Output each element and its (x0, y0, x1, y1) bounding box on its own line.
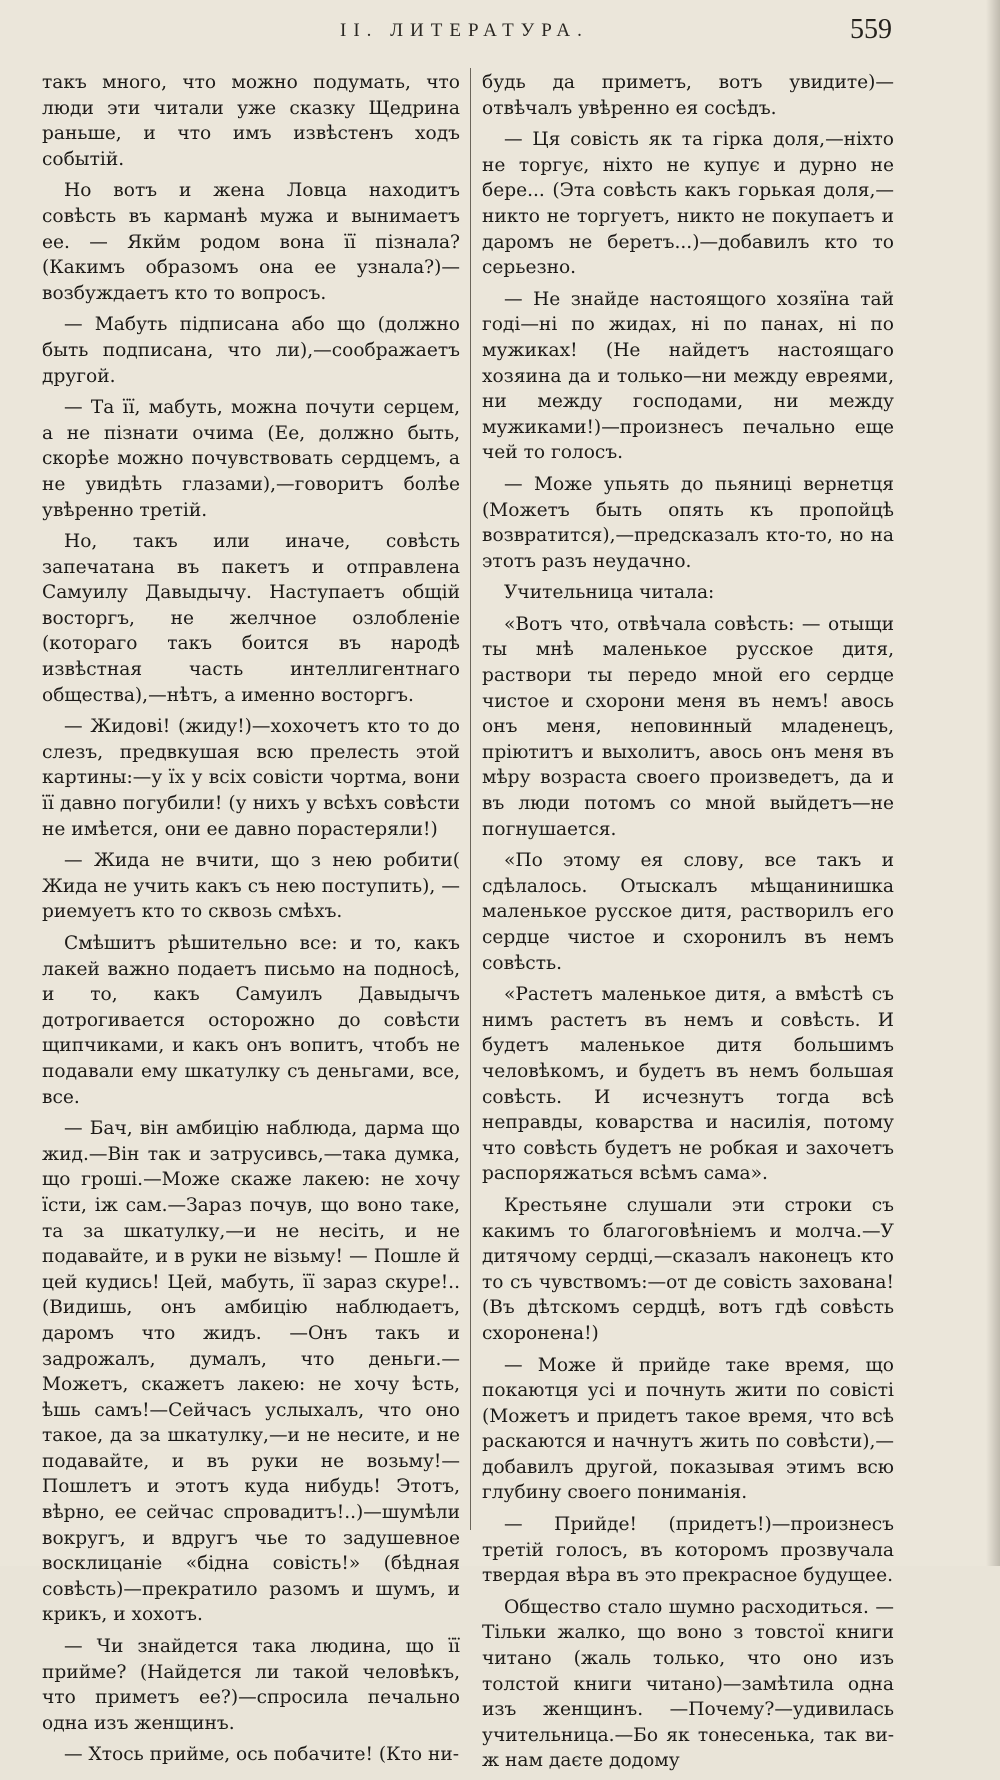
running-head: II. ЛИТЕРАТУРА. (340, 20, 589, 41)
paragraph: «Растетъ маленькое дитя, а вмѣстѣ съ нимъ растетъ въ немъ и совѣсть. И будетъ маленькое дитя большимъ человѣкомъ, и будетъ въ немъ большая совѣсть. И исчезнутъ тогда всѣ неправды, коварства и насилія, потому что совѣсть будетъ не робкая и захочетъ распоряжаться всѣмъ сама». (482, 984, 894, 1185)
paragraph: — Мабуть підписана або що (должно быть подписана, что ли),—соображаетъ другой. (42, 314, 460, 387)
paragraph: — Прийде! (придетъ!)—произнесъ третій голосъ, въ которомъ прозвучала твердая вѣра въ это прекрасное будущее. (482, 1514, 894, 1587)
paragraph: — Хтось прийме, ось побачите! (Кто ни- (64, 1744, 460, 1766)
paragraph: Но вотъ и жена Ловца находитъ совѣсть въ карманѣ мужа и вынимаетъ ее. — Якйм родом вона її пізнала? (Какимъ образомъ она ее узнала?)—возбуждаетъ кто то вопросъ. (42, 180, 460, 304)
paragraph: Крестьяне слушали эти строки съ какимъ то благоговѣніемъ и молча.—У дитячому сердці,—сказалъ наконецъ кто то съ чувствомъ:—от де совість захована! (Въ дѣтскомъ сердцѣ, вотъ гдѣ совѣсть схоронена!) (482, 1194, 894, 1344)
column-divider (470, 68, 471, 1530)
paragraph: Смѣшитъ рѣшительно все: и то, какъ лакей важно подаетъ письмо на подносѣ, и то, какъ Самуилъ Давыдычъ дотрогивается осторожно до совѣсти щипчиками, и какъ онъ вопитъ, чтобъ не подавали ему шкатулку съ деньгами, все, все. (42, 933, 460, 1108)
paragraph: — Може й прийде таке время, що покаютця усі и почнуть жити по совісті (Можетъ и придетъ такое время, что всѣ раскаются и начнутъ жить по совѣсти),—добавилъ другой, показывая этимъ всю глубину своего пониманія. (482, 1354, 894, 1504)
paragraph: «По этому ея слову, все такъ и сдѣлалось. Отыскалъ мѣщанинишка маленькое русское дитя, растворилъ его сердце чистое и схоронилъ въ немъ совѣсть. (482, 850, 894, 974)
page-header (0, 14, 1000, 54)
paragraph: Учительница читала: (504, 582, 715, 604)
paragraph: — Не знайде настоящого хозяїна тай годі—ні по жидах, ні по панах, ні по мужиках! (Не найдетъ настоящаго хозяина да и только—ни между евреями, ни между господами, ни между мужиками!)—произнесъ печально еще чей то голосъ. (482, 288, 894, 464)
paragraph: — Жидові! (жиду!)—хохочетъ кто то до слезъ, предвкушая всю прелесть этой картины:—у їх у всіх совісти чортма, вони її давно погубили! (у нихъ у всѣхъ совѣсти не имѣется, они ее давно порастеряли!) (42, 716, 460, 840)
paragraph: Общество стало шумно расходиться. — Тільки жалко, що воно з товстої книги читано (жаль только, что оно изъ толстой книги читано)—замѣтила одна изъ женщинъ. —Почему?—удивилась учительница.—Бо як тонесенька, так ви-ж нам даєте додому (482, 1596, 894, 1772)
paragraph: — Може упьять до пьяниці вернетця (Можетъ быть опять къ пропойцѣ возвратится),—предсказалъ кто-то, но на этотъ разъ неудачно. (482, 473, 894, 572)
left-column (42, 70, 460, 1774)
paragraph: — Чи знайдется така людина, що її прийме? (Найдется ли такой человѣкъ, что приметъ ее?)—спросила печально одна изъ женщинъ. (42, 1636, 460, 1734)
paragraph: — Жида не вчити, що з нею робити( Жида не учить какъ съ нею поступить), —риемуетъ кто то сквозь смѣхъ. (42, 850, 460, 923)
paragraph: Но, такъ или иначе, совѣсть запечатана въ пакетъ и отправлена Самуилу Давыдычу. Наступаетъ общій восторгъ, не желчное озлобленіе (котораго такъ боится въ народѣ извѣстная часть интеллигентнаго общества),—нѣтъ, а именно восторгъ. (42, 531, 460, 706)
paragraph: будь да приметъ, вотъ увидите)—отвѣчалъ увѣренно ея сосѣдъ. (482, 72, 894, 119)
paragraph: такъ много, что можно подумать, что люди эти читали уже сказку Щедрина раньше, и что имъ извѣстенъ ходъ событій. (42, 72, 460, 170)
page-edge-shadow (986, 0, 1000, 1566)
right-column (482, 70, 894, 1780)
paragraph: — Та її, мабуть, можна почути серцем, а не пізнати очима (Ее, должно быть, скорѣе можно почувствовать сердцемъ, а не увидѣть глазами),—говоритъ болѣе увѣренно третій. (42, 397, 460, 521)
paragraph: — Бач, він амбицію наблюда, дарма що жид.—Він так и затрусивсь,—така думка, що гроші.—Може скаже лакею: не хочу їсти, іж сам.—Зараз почув, що воно таке, та за шкатулку,—и не несіть, и не подавайте, и в руки не візьму! — Пошле й цей кудись! Цей, мабуть, її зараз скуре!.. (Видишь, онъ амбицію наблюдаетъ, даромъ что жидъ. —Онъ такъ и задрожалъ, думалъ, что деньги.—Можетъ, скажетъ лакею: не хочу ѣсть, ѣшь самъ!—Сейчасъ услыхалъ, что оно такое, да за шкатулку,—и не несите, и не подавайте, и въ руки не возьму!—Пошлетъ и этотъ куда нибудь! Этотъ, вѣрно, ее сейчас спровадитъ!..)—шумѣли вокругъ, и вдругъ чье то задушевное восклицаніе «бідна совість!» (бѣдная совѣсть)—прекратило разомъ и шумъ, и крикъ, и хохотъ. (42, 1118, 460, 1626)
paragraph: «Вотъ что, отвѣчала совѣсть: — отыщи ты мнѣ маленькое русское дитя, раствори ты передо мной его сердце чистое и схорони меня въ немъ! авось онъ меня, неповинный младенецъ, пріютитъ и выхолитъ, авось онъ меня въ мѣру возраста своего произведетъ, да и въ люди потомъ со мной выйдетъ—не погнушается. (482, 613, 894, 840)
page-number: 559 (850, 14, 892, 45)
paragraph: — Ця совість як та гірка доля,—ніхто не торгує, ніхто не купує и дурно не бере... (Эта совѣсть какъ горькая доля,—никто не торгуетъ, никто не покупаетъ и даромъ не беретъ...)—добавилъ кто то серьезно. (482, 129, 894, 279)
